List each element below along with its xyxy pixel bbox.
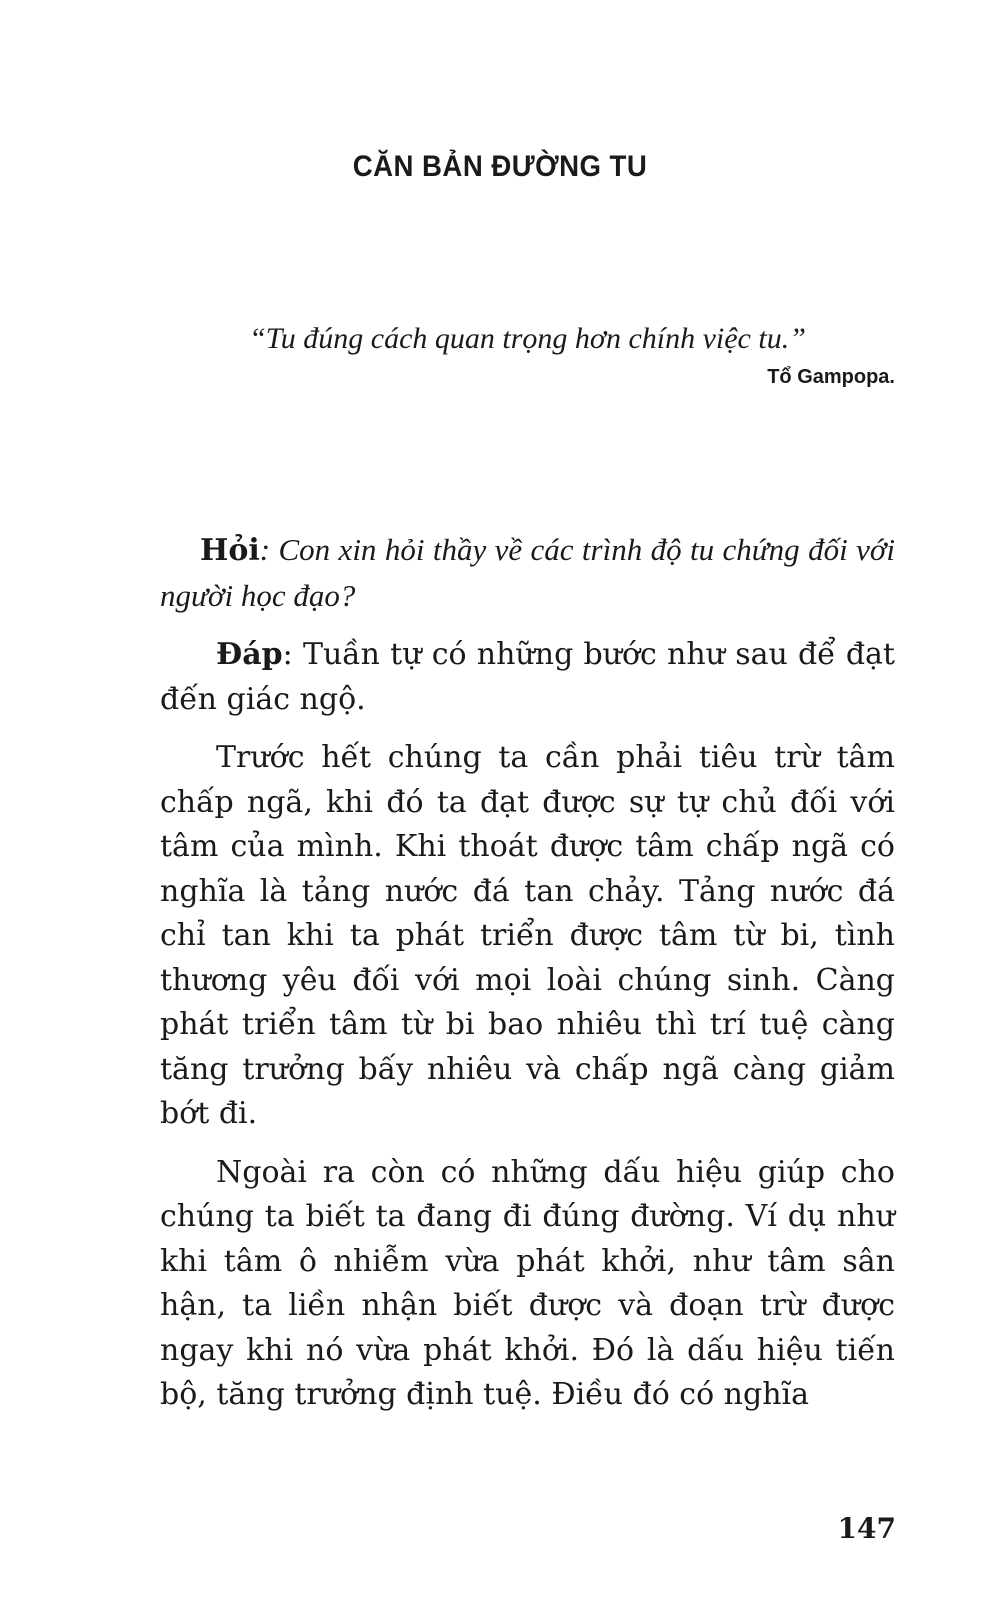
chapter-title: CĂN BẢN ĐƯỜNG TU [352, 150, 648, 183]
answer-separator: : [282, 637, 303, 672]
answer-label: Đáp [216, 637, 283, 672]
question-paragraph [160, 528, 895, 619]
epigraph [160, 322, 895, 389]
question-separator: : [259, 532, 279, 567]
body-text [160, 528, 895, 1432]
page-number: 147 [837, 1512, 896, 1545]
answer-paragraph [160, 633, 895, 722]
epigraph-quote: “Tu đúng cách quan trọng hơn chính việc tu.” [249, 322, 806, 355]
question-text: Con xin hỏi thầy về các trình độ tu chứng đối với người học đạo? [160, 532, 895, 613]
question-label: Hỏi [200, 533, 260, 568]
answer-text: Tuần tự có những bước như sau để đạt đến giác ngộ. [160, 637, 895, 717]
epigraph-author: Tổ Gampopa. [767, 366, 895, 388]
body-paragraph: Ngoài ra còn có những dấu hiệu giúp cho chúng ta biết ta đang đi đúng đường. Ví dụ như khi tâm ô nhiễm vừa phát khởi, như tâm sân hận, ta liền nhận biết được và đoạn trừ được ngay khi nó vừa phát khởi. Đó là dấu hiệu tiến bộ, tăng trưởng định tuệ. Điều đó có nghĩa [160, 1154, 895, 1412]
body-paragraph: Trước hết chúng ta cần phải tiêu trừ tâm chấp ngã, khi đó ta đạt được sự tự chủ đối với tâm của mình. Khi thoát được tâm chấp ngã có nghĩa là tảng nước đá tan chảy. Tảng nước đá chỉ tan khi ta phát triển được tâm từ bi, tình thương yêu đối với mọi loài chúng sinh. Càng phát triển tâm từ bi bao nhiêu thì trí tuệ càng tăng trưởng bấy nhiêu và chấp ngã càng giảm bớt đi. [160, 740, 895, 1131]
